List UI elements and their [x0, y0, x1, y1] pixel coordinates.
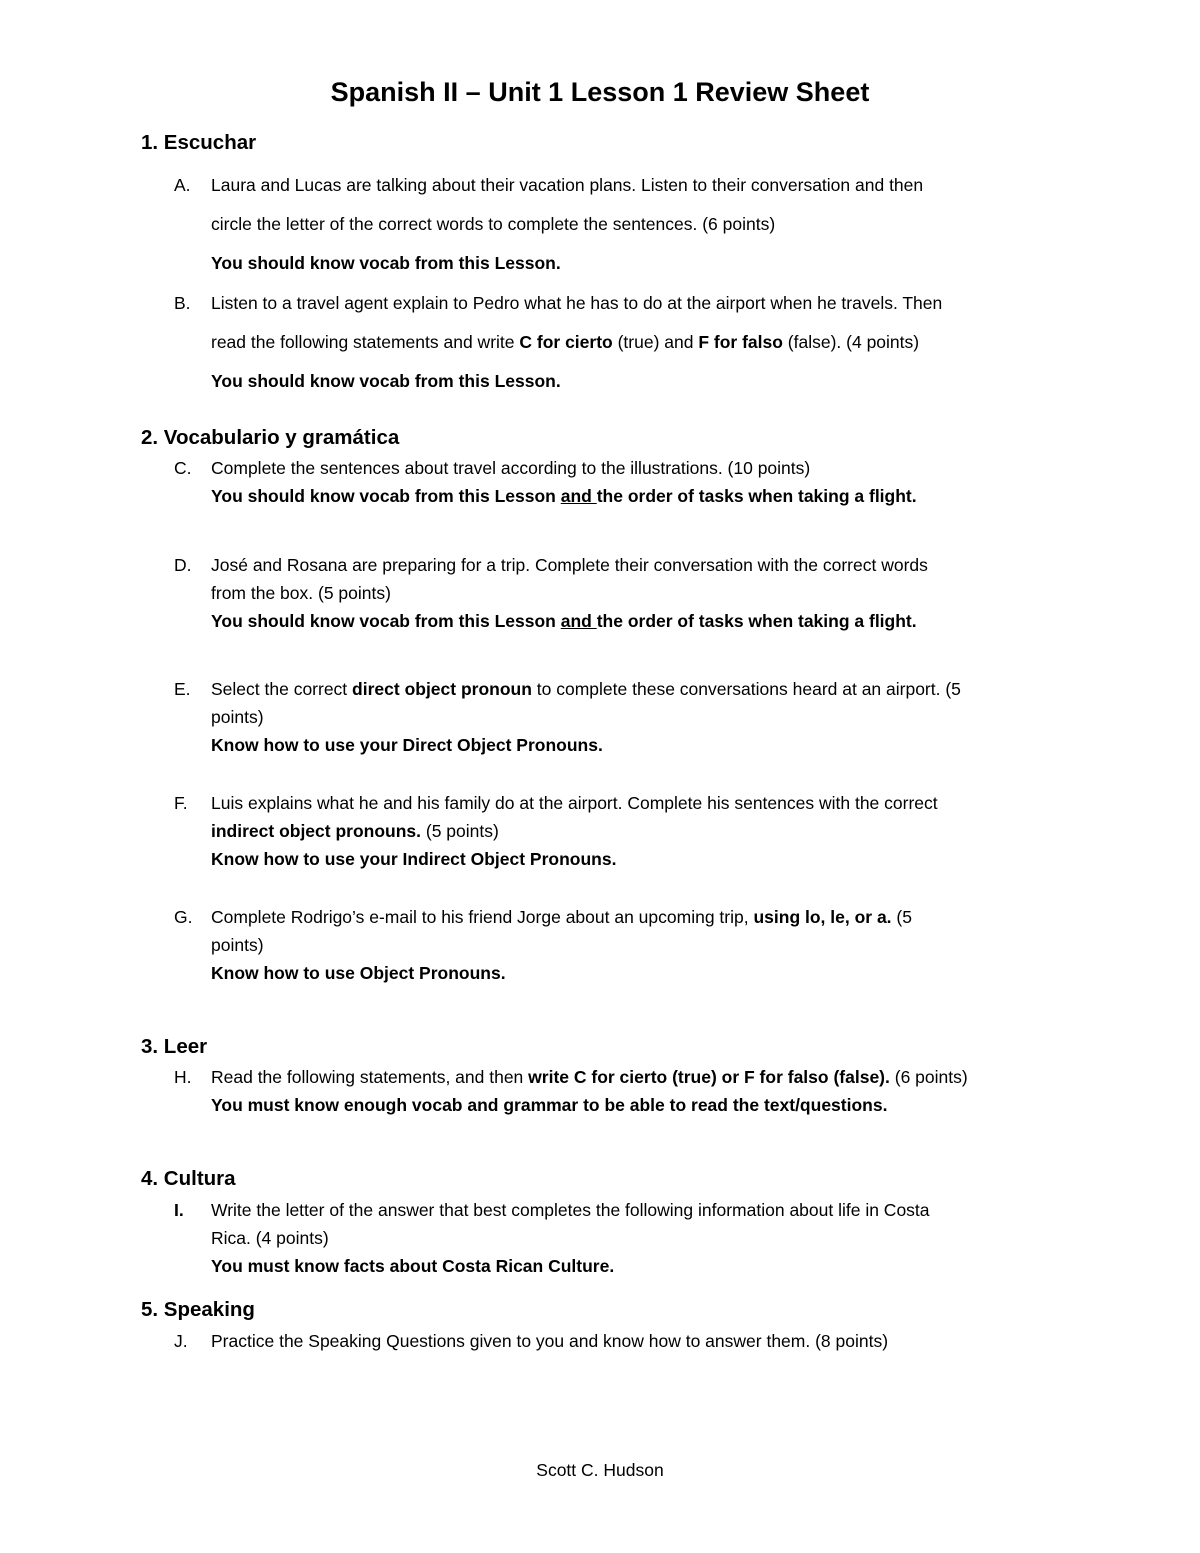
- item-text: Luis explains what he and his family do at the airport. Complete his sentences with the correct: [211, 793, 938, 813]
- item-note: You must know facts about Costa Rican Culture.: [211, 1256, 615, 1276]
- item-marker: H.: [174, 1067, 192, 1087]
- item-note: You should know vocab from this Lesson.: [211, 253, 561, 273]
- item-marker: B.: [174, 293, 191, 313]
- item-text: from the box. (5 points): [211, 583, 391, 603]
- item-text: Write the letter of the answer that best completes the following information about life in Costa: [211, 1200, 930, 1220]
- item-marker: A.: [174, 175, 191, 195]
- section-heading-vocabulario: 2. Vocabulario y gramática: [141, 426, 400, 449]
- item-marker: F.: [174, 793, 188, 813]
- item-note: Know how to use your Direct Object Pronouns.: [211, 735, 603, 755]
- item-note: You must know enough vocab and grammar to be able to read the text/questions.: [211, 1095, 888, 1115]
- item-text: Complete Rodrigo’s e-mail to his friend Jorge about an upcoming trip, using lo, le, or a. (5: [211, 907, 912, 927]
- item-text: Practice the Speaking Questions given to you and know how to answer them. (8 points): [211, 1331, 889, 1351]
- item-note: You should know vocab from this Lesson.: [211, 371, 561, 391]
- item-marker: J.: [174, 1331, 188, 1351]
- item-marker: C.: [174, 458, 192, 478]
- item-marker: E.: [174, 679, 191, 699]
- item-text: Laura and Lucas are talking about their vacation plans. Listen to their conversation and then: [211, 175, 924, 195]
- section-heading-cultura: 4. Cultura: [141, 1167, 236, 1190]
- item-marker: D.: [174, 555, 192, 575]
- item-text: points): [211, 707, 264, 727]
- item-note: You should know vocab from this Lesson and the order of tasks when taking a flight.: [211, 611, 917, 631]
- section-heading-escuchar: 1. Escuchar: [141, 131, 257, 154]
- item-text: Read the following statements, and then write C for cierto (true) or F for falso (false). (6 points): [211, 1067, 968, 1087]
- item-text: indirect object pronouns. (5 points): [211, 821, 499, 841]
- item-text: Select the correct direct object pronoun to complete these conversations heard at an airport. (5: [211, 679, 961, 699]
- item-note: You should know vocab from this Lesson and the order of tasks when taking a flight.: [211, 486, 917, 506]
- section-heading-speaking: 5. Speaking: [141, 1298, 255, 1321]
- item-note: Know how to use Object Pronouns.: [211, 963, 506, 983]
- section-heading-leer: 3. Leer: [141, 1035, 208, 1058]
- item-text: José and Rosana are preparing for a trip. Complete their conversation with the correct words: [211, 555, 928, 575]
- item-text: points): [211, 935, 264, 955]
- item-text: circle the letter of the correct words to complete the sentences. (6 points): [211, 214, 776, 234]
- item-note: Know how to use your Indirect Object Pronouns.: [211, 849, 617, 869]
- item-text: Complete the sentences about travel according to the illustrations. (10 points): [211, 458, 811, 478]
- footer-author: Scott C. Hudson: [536, 1460, 664, 1480]
- item-text: Rica. (4 points): [211, 1228, 329, 1248]
- item-text: read the following statements and write C for cierto (true) and F for falso (false). (4 points): [211, 332, 920, 352]
- item-marker: G.: [174, 907, 193, 927]
- document-title: Spanish II – Unit 1 Lesson 1 Review Sheet: [330, 77, 870, 107]
- item-marker: I.: [174, 1200, 184, 1220]
- item-text: Listen to a travel agent explain to Pedro what he has to do at the airport when he travels. Then: [211, 293, 943, 313]
